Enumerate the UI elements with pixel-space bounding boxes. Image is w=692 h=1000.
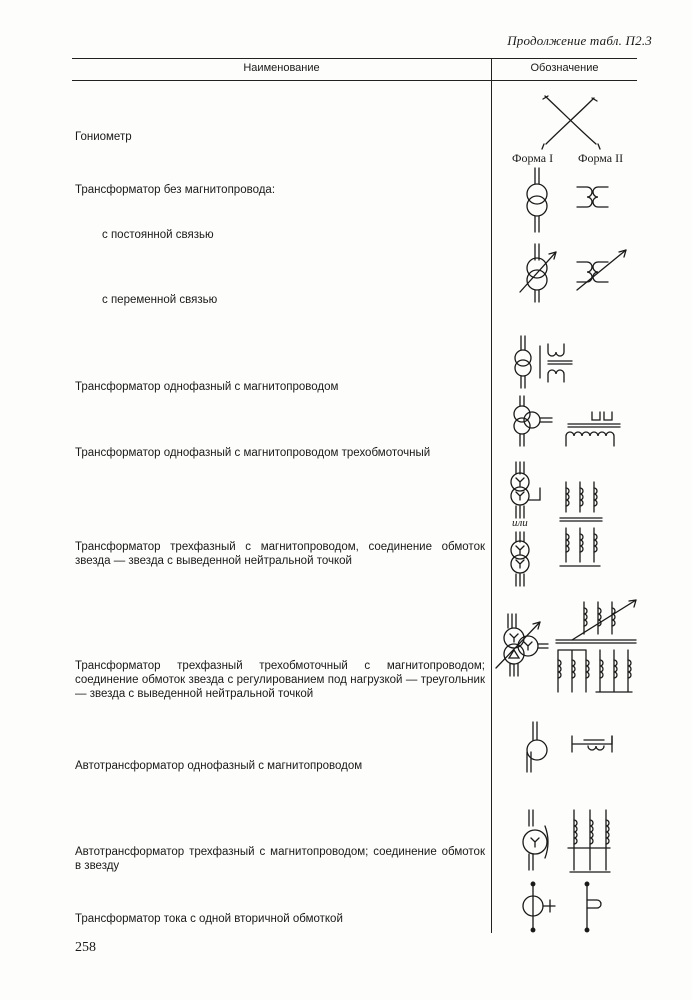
- three-phase-transformer-symbol: [511, 462, 602, 586]
- row-autotransformer-single: Автотрансформатор однофазный с магнитопроводом: [75, 760, 363, 772]
- row-single-phase-core: Трансформатор однофазный с магнитопроводом: [75, 381, 339, 393]
- row-three-phase-three-winding: Трансформатор трехфазный трехобмоточный с магнитопроводом; соединение обмоток звезда с регулированием под нагрузкой — треугольник — звезда с выведенной нейтральной точкой: [75, 660, 485, 700]
- row-transformer-no-core: Трансформатор без магнитопровода:: [75, 184, 276, 196]
- autotransformer-single-symbol: [527, 722, 612, 772]
- page-number: 258: [75, 940, 96, 955]
- three-phase-three-winding-transformer-symbol: [496, 600, 636, 692]
- goniometer-symbol: [542, 96, 600, 149]
- current-transformer-symbol: [523, 882, 601, 932]
- row-autotransformer-three: Автотрансформатор трехфазный с магнитопроводом; соединение обмоток в звезду: [75, 846, 485, 872]
- form-2-label: Форма II: [578, 151, 624, 165]
- row-goniometer: Гониометр: [75, 131, 132, 143]
- variable-coupling-transformer-symbol: [520, 244, 626, 302]
- row-current-transformer: Трансформатор тока с одной вторичной обмоткой: [75, 913, 343, 925]
- row-variable-coupling: с переменной связью: [102, 294, 218, 306]
- row-constant-coupling: с постоянной связью: [102, 229, 214, 241]
- row-single-phase-three-winding: Трансформатор однофазный с магнитопроводом трехобмоточный: [75, 447, 431, 459]
- column-header-name: Наименование: [243, 62, 320, 74]
- form-1-label: Форма I: [512, 151, 554, 165]
- air-core-transformer-symbol: [527, 168, 608, 232]
- autotransformer-three-symbol: [523, 810, 610, 872]
- or-label: или: [512, 517, 528, 529]
- three-winding-transformer-symbol: [514, 396, 620, 446]
- row-three-phase-star-star: Трансформатор трехфазный с магнитопроводом, соединение обмоток звезда — звезда с выведенной нейтральной точкой: [75, 541, 485, 567]
- column-header-symbol: Обозначение: [530, 62, 599, 74]
- page-header: Продолжение табл. П2.3: [507, 33, 652, 48]
- single-phase-core-transformer-symbol: [515, 336, 572, 388]
